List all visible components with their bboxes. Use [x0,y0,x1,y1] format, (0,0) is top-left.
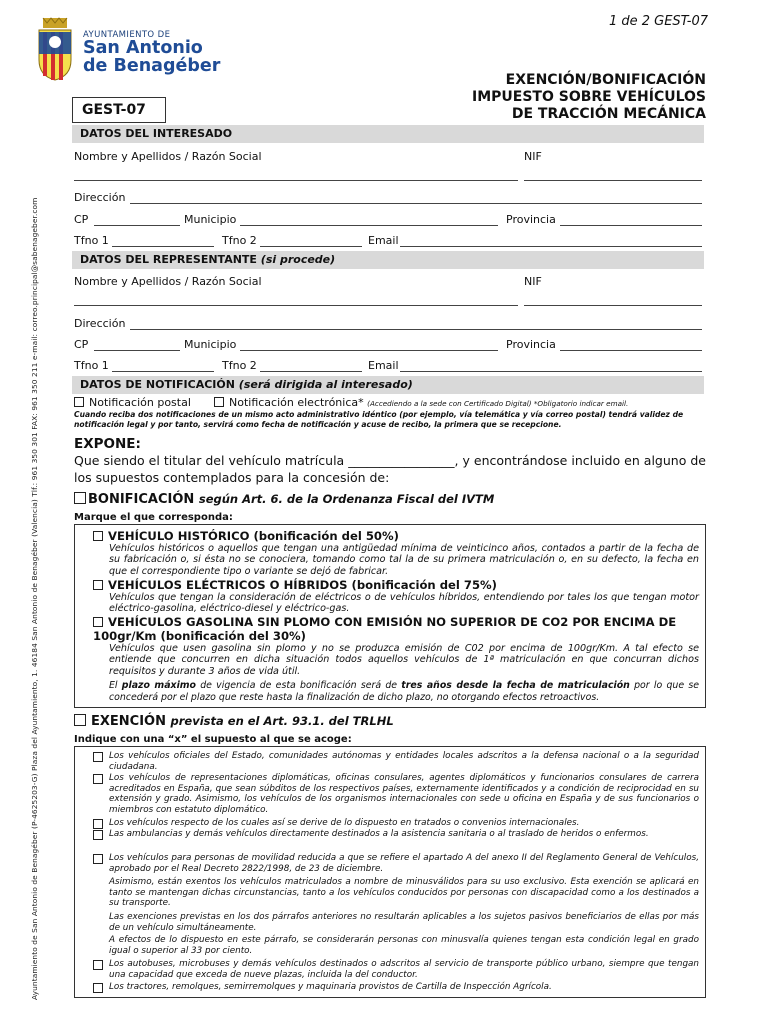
exencion-item-tractores: Los tractores, remolques, semirremolques y maquinaria provistos de Cartilla de Inspección Agrícola. [93,982,699,993]
bonificacion-gasolina-title: VEHÍCULOS GASOLINA SIN PLOMO CON EMISIÓN NO SUPERIOR DE CO2 POR ENCIMA DE 100gr/Km (bonificación del 30%) [93,615,677,643]
bonificacion-electricos-title: VEHÍCULOS ELÉCTRICOS O HÍBRIDOS (bonificación del 75%) [108,578,497,592]
representante-nombre-label: Nombre y Apellidos / Razón Social [74,275,262,288]
bonificacion-item-historico [93,529,699,577]
bonificacion-electricos-desc: Vehículos que tengan la consideración de eléctricos o de vehículos híbridos, entendiendo por tales los que tengan motor eléctrico-gasolina, eléctrico-diesel y eléctrico-gas. [109,592,699,615]
logo-small-text: AYUNTAMIENTO DE [83,30,171,40]
logo-name-line2: de Benagéber [83,56,221,76]
representante-direccion-label: Dirección [74,317,126,330]
interesado-direccion-field[interactable] [130,203,702,204]
representante-provincia-label: Provincia [506,338,556,351]
interesado-cp-label: CP [74,213,89,226]
exencion-movilidad-checkbox[interactable] [93,854,103,864]
bonificacion-historico-title: VEHÍCULO HISTÓRICO (bonificación del 50%) [108,529,399,543]
bonificacion-instruction: Marque el que corresponda: [74,512,233,523]
expone-text: Que siendo el titular del vehículo matrícula _________________, y encontrándose incluido en alguno de los supuestos contemplados para la concesión de: [74,453,706,485]
logo-name-line1: San Antonio [83,38,203,58]
notificacion-electronica-checkbox[interactable] [214,397,224,407]
page-indicator: 1 de 2 GEST-07 [608,14,708,29]
interesado-email-label: Email [368,234,399,247]
bonificacion-gasolina-desc: Vehículos que usen gasolina sin plomo y no se produzca emisión de C02 por encima de 100gr/Km. A tal efecto se entiende que concurren en dicha situación todos aquellos vehículos de 1ª matriculación en que concurran dichos requisitos y durante 3 años de vida útil. [109,643,699,677]
representante-tfno1-field[interactable] [112,371,214,372]
exencion-heading[interactable] [74,714,394,729]
interesado-provincia-field[interactable] [560,225,702,226]
interesado-nif-label: NIF [524,150,542,163]
notificacion-electronica-option[interactable] [214,396,628,410]
title-line-2: IMPUESTO SOBRE VEHÍCULOS [472,89,706,105]
bonificacion-options-frame [74,524,706,708]
notificacion-header-text: DATOS DE NOTIFICACIÓN [80,378,235,391]
representante-nif-field[interactable] [524,305,702,306]
interesado-tfno1-field[interactable] [112,246,214,247]
sidebar-contact-text: Ayuntamiento de San Antonio de Benagéber (P-4625203-G) Plaza del Ayuntamiento, 1. 46184 San Antonio de Benagéber (Valencia) Tlf.: 961 350 301 FAX: 961 350 211 e-mail: correo.principal@sabenageber.com [30,197,39,1000]
interesado-email-field[interactable] [400,246,702,247]
bonificacion-item-gasolina [93,615,699,703]
notificacion-electronica-label: Notificación electrónica* [229,396,364,409]
notificacion-electronica-note: (Accediendo a la sede con Certificado Digital) *Obligatorio indicar email. [367,399,629,408]
exencion-minusvalidos-note: Asimismo, están exentos los vehículos matriculados a nombre de minusválidos para su uso exclusivo. Esta exención se aplicará en tanto se mantengan dichas circunstancias, tanto a los vehículos conducidos por personas con discapacidad como a los destinados a su transporte. [109,877,699,909]
bonificacion-electricos-checkbox[interactable] [93,580,103,590]
exencion-limite-note: Las exenciones previstas en los dos párrafos anteriores no resultarán aplicables a los sujetos pasivos beneficiarios de ellas por más de un vehículo simultáneamente. [109,912,699,933]
exencion-item-autobuses: Los autobuses, microbuses y demás vehículos destinados o adscritos al servicio de transporte público urbano, siempre que tengan una capacidad que exceda de nueve plazas, incluida la del conductor. [93,959,699,980]
exencion-heading-note: prevista en el Art. 93.1. del TRLHL [170,714,394,728]
interesado-tfno1-label: Tfno 1 [74,234,109,247]
representante-header-note: (si procede) [260,253,336,266]
exencion-heading-text: EXENCIÓN [91,714,166,729]
interesado-tfno2-field[interactable] [260,246,362,247]
representante-nif-label: NIF [524,275,542,288]
expone-heading: EXPONE: [74,436,141,452]
exencion-checkbox[interactable] [74,714,86,726]
exencion-item-ambulancias: Las ambulancias y demás vehículos directamente destinados a la asistencia sanitaria o al traslado de heridos o enfermos. [93,829,699,840]
municipality-logo [35,16,221,82]
bonificacion-gasolina-checkbox[interactable] [93,617,103,627]
notificacion-postal-checkbox[interactable] [74,397,84,407]
representante-provincia-field[interactable] [560,350,702,351]
exencion-item-oficiales: Los vehículos oficiales del Estado, comunidades autónomas y entidades locales adscritos a la defensa nacional o a la seguridad ciudadana. [93,751,699,772]
interesado-tfno2-label: Tfno 2 [222,234,257,247]
title-line-1: EXENCIÓN/BONIFICACIÓN [505,72,706,88]
form-code-box: GEST-07 [72,97,166,123]
exencion-autobuses-checkbox[interactable] [93,960,103,970]
representante-cp-label: CP [74,338,89,351]
representante-direccion-field[interactable] [130,329,702,330]
representante-email-field[interactable] [400,371,702,372]
exencion-item-diplomaticos: Los vehículos de representaciones diplomáticas, oficinas consulares, agentes diplomáticos y funcionarios consulares de carrera acreditados en España, que sean súbditos de los respectivos países, externamente identificados y a condición de reciprocidad en su extensión y grado. Asimismo, los vehículos de los organismos internacionales con sede u oficina en España y de sus funcionarios o miembros con estatuto diplomático. [93,773,699,815]
exencion-tractores-checkbox[interactable] [93,983,103,993]
document-title [436,72,706,123]
bonificacion-plazo-note: El plazo máximo de vigencia de esta bonificación será de tres años desde la fecha de matriculación por lo que se concederá por el plazo que reste hasta la finalización de dicho plazo, no otorgando efectos retroactivos. [109,680,699,703]
exencion-instruction: Indique con una “x” el supuesto al que se acoge: [74,734,352,745]
notificacion-postal-label: Notificación postal [89,396,191,409]
notificacion-postal-option[interactable] [74,396,191,409]
bonificacion-historico-checkbox[interactable] [93,531,103,541]
representante-nombre-field[interactable] [74,305,518,306]
bonificacion-item-electricos [93,578,699,615]
notificacion-header-note: (será dirigida al interesado) [238,378,413,391]
section-representante-header [72,251,704,269]
notificacion-legal-note: Cuando reciba dos notificaciones de un mismo acto administrativo idéntico (por ejemplo, vía telemática y vía correo postal) tendrá validez de notificación legal y por tanto, servirá como fecha de notificación y acuse de recibo, la primera que se recepcione. [74,410,684,429]
representante-municipio-field[interactable] [240,350,498,351]
representante-cp-field[interactable] [94,350,180,351]
exencion-diplomaticos-checkbox[interactable] [93,774,103,784]
title-line-3: DE TRACCIÓN MECÁNICA [511,106,706,122]
interesado-municipio-label: Municipio [184,213,237,226]
interesado-direccion-label: Dirección [74,191,126,204]
section-notificacion-header [72,376,704,394]
representante-tfno2-label: Tfno 2 [222,359,257,372]
exencion-minusvalia-note: A efectos de lo dispuesto en este párrafo, se considerarán personas con minusvalía quienes tengan esta condición legal en grado igual o superior al 33 por ciento. [109,935,699,956]
bonificacion-heading[interactable] [74,492,494,507]
exencion-oficiales-checkbox[interactable] [93,752,103,762]
interesado-nombre-field[interactable] [74,180,518,181]
exencion-ambulancias-checkbox[interactable] [93,830,103,840]
interesado-cp-field[interactable] [94,225,180,226]
section-interesado-header: DATOS DEL INTERESADO [72,125,704,143]
representante-municipio-label: Municipio [184,338,237,351]
bonificacion-historico-desc: Vehículos históricos o aquellos que tengan una antigüedad mínima de veinticinco años, contados a partir de la fecha de su fabricación o, si ésta no se conociera, tomando como tal la de su primera matriculación o, en su defecto, la fecha en que el correspondiente tipo o variante se dejó de fabricar. [109,543,699,577]
exencion-tratados-checkbox[interactable] [93,819,103,829]
representante-header-text: DATOS DEL REPRESENTANTE [80,253,257,266]
representante-tfno1-label: Tfno 1 [74,359,109,372]
interesado-provincia-label: Provincia [506,213,556,226]
interesado-nombre-label: Nombre y Apellidos / Razón Social [74,150,262,163]
bonificacion-heading-text: BONIFICACIÓN [88,492,195,507]
exencion-options-frame [74,746,706,998]
bonificacion-heading-note: según Art. 6. de la Ordenanza Fiscal del IVTM [198,492,495,506]
coat-of-arms-icon [35,16,75,82]
exencion-item-tratados: Los vehículos respecto de los cuales así se derive de lo dispuesto en tratados o convenios internacionales. [93,818,699,829]
bonificacion-checkbox[interactable] [74,492,86,504]
representante-email-label: Email [368,359,399,372]
interesado-municipio-field[interactable] [240,225,498,226]
representante-tfno2-field[interactable] [260,371,362,372]
exencion-item-movilidad-reducida: Los vehículos para personas de movilidad reducida a que se refiere el apartado A del anexo II del Reglamento General de Vehículos, aprobado por el Real Decreto 2822/1998, de 23 de diciembre. [93,853,699,874]
interesado-nif-field[interactable] [524,180,702,181]
